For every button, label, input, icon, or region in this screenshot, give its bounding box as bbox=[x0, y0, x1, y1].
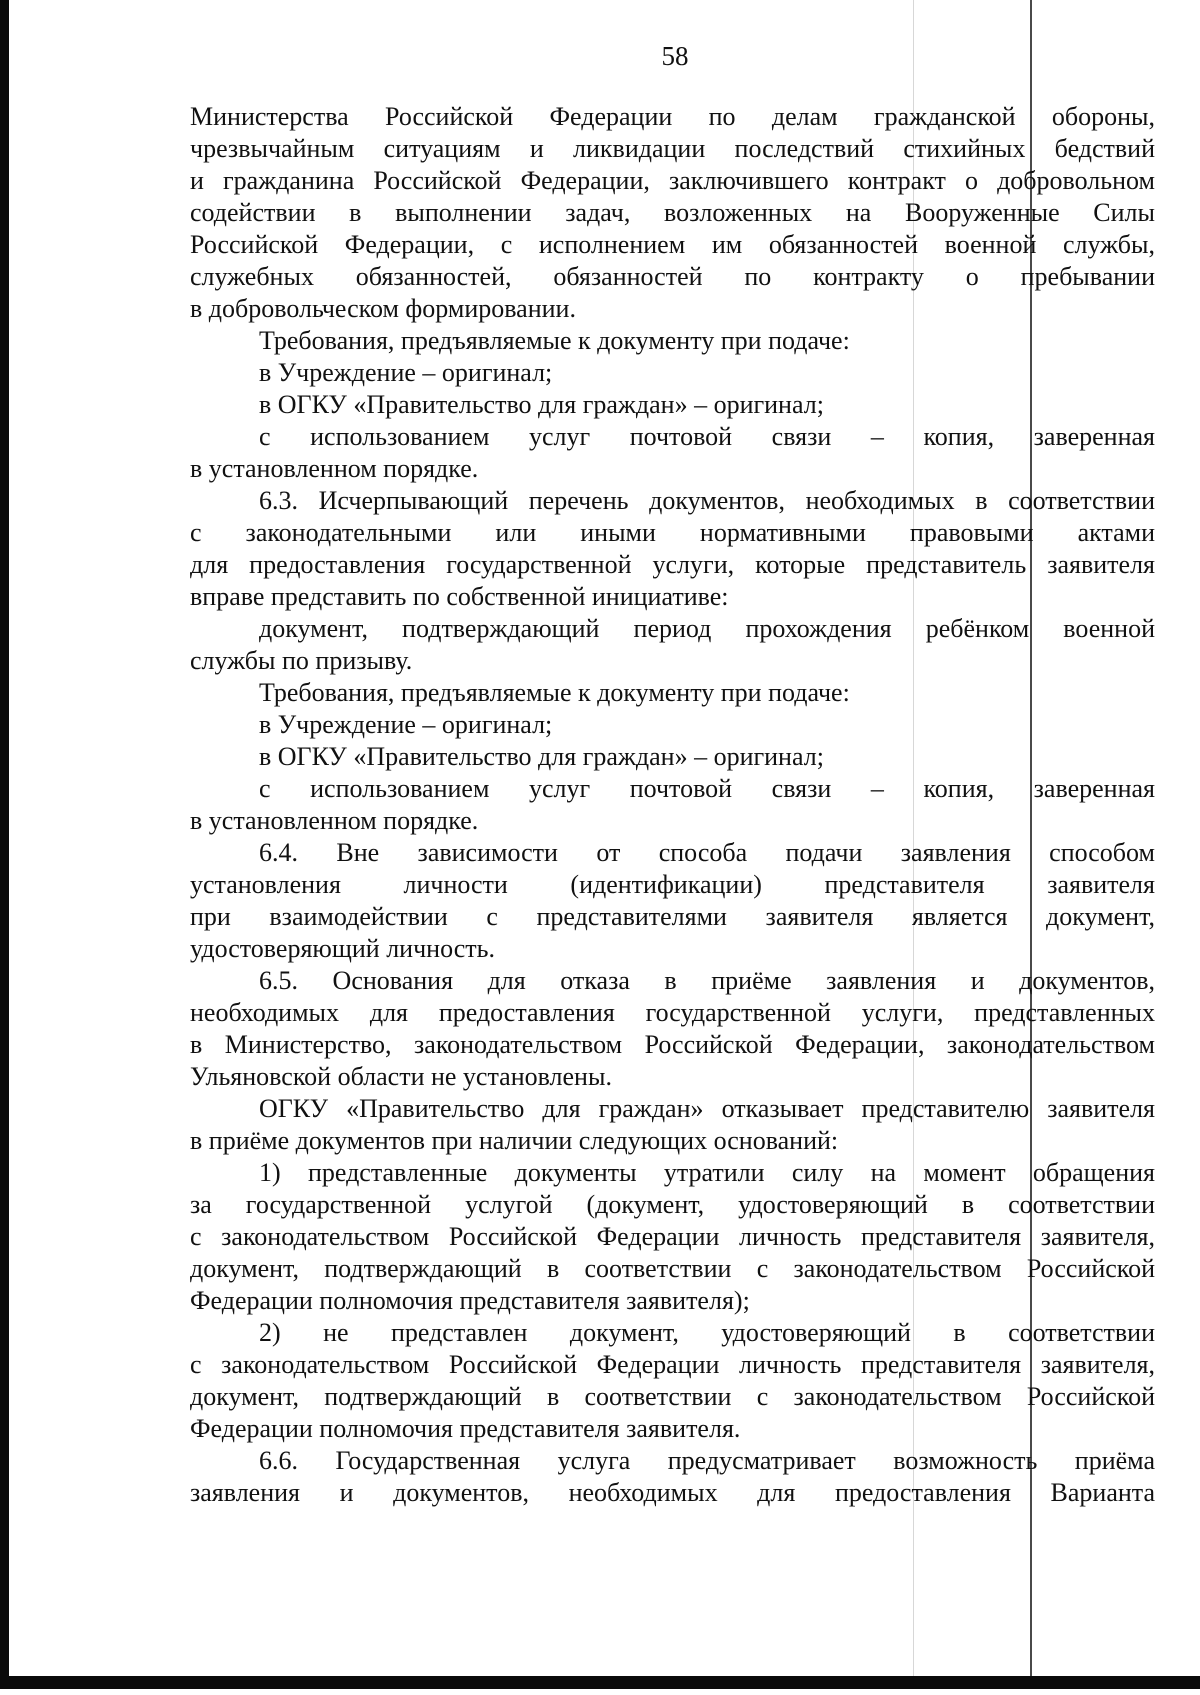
text-line: в ОГКУ «Правительство для граждан» – оригинал; bbox=[259, 390, 824, 419]
document-body bbox=[190, 101, 1155, 1509]
text-line: 6.6. Государственная услуга предусматривает возможность приёма bbox=[259, 1446, 1155, 1475]
text-line: Российской Федерации, с исполнением им обязанностей военной службы, bbox=[190, 230, 1155, 259]
text-line: 6.4. Вне зависимости от способа подачи заявления способом bbox=[259, 838, 1155, 867]
text-line: 2) не представлен документ, удостоверяющий в соответствии bbox=[259, 1318, 1155, 1347]
text-line: документ, подтверждающий период прохождения ребёнком военной bbox=[259, 614, 1155, 643]
text-line: Ульяновской области не установлены. bbox=[190, 1062, 612, 1091]
text-line: с использованием услуг почтовой связи – копия, заверенная bbox=[259, 774, 1155, 803]
scan-bottom-edge bbox=[0, 1676, 1200, 1689]
text-line: заявления и документов, необходимых для предоставления Варианта bbox=[190, 1478, 1155, 1507]
text-line: с законодательными или иными нормативными правовыми актами bbox=[190, 518, 1155, 547]
text-line: с законодательством Российской Федерации личность представителя заявителя, bbox=[190, 1350, 1155, 1379]
text-line: Министерства Российской Федерации по делам гражданской обороны, bbox=[190, 102, 1155, 131]
text-line: в Министерство, законодательством Российской Федерации, законодательством bbox=[190, 1030, 1155, 1059]
text-line: службы по призыву. bbox=[190, 646, 413, 675]
scan-left-edge bbox=[0, 0, 9, 1676]
text-line: в установленном порядке. bbox=[190, 454, 479, 483]
text-line: и гражданина Российской Федерации, заключившего контракт о добровольном bbox=[190, 166, 1155, 195]
text-line: Требования, предъявляемые к документу при подаче: bbox=[259, 326, 850, 355]
text-line: содействии в выполнении задач, возложенных на Вооруженные Силы bbox=[190, 198, 1155, 227]
text-line: 6.3. Исчерпывающий перечень документов, необходимых в соответствии bbox=[259, 486, 1155, 515]
text-line: удостоверяющий личность. bbox=[190, 934, 495, 963]
text-line: документ, подтверждающий в соответствии с законодательством Российской bbox=[190, 1382, 1155, 1411]
text-line: в приёме документов при наличии следующих оснований: bbox=[190, 1126, 839, 1155]
text-line: при взаимодействии с представителями заявителя является документ, bbox=[190, 902, 1155, 931]
text-line: в Учреждение – оригинал; bbox=[259, 358, 553, 387]
text-line: в добровольческом формировании. bbox=[190, 294, 576, 323]
text-line: с законодательством Российской Федерации личность представителя заявителя, bbox=[190, 1222, 1155, 1251]
text-line: в ОГКУ «Правительство для граждан» – оригинал; bbox=[259, 742, 824, 771]
text-line: Требования, предъявляемые к документу при подаче: bbox=[259, 678, 850, 707]
text-line: 6.5. Основания для отказа в приёме заявления и документов, bbox=[259, 966, 1155, 995]
text-line: чрезвычайным ситуациям и ликвидации последствий стихийных бедствий bbox=[190, 134, 1155, 163]
text-line: необходимых для предоставления государственной услуги, представленных bbox=[190, 998, 1155, 1027]
text-line: вправе представить по собственной инициативе: bbox=[190, 582, 729, 611]
text-line: установления личности (идентификации) представителя заявителя bbox=[190, 870, 1155, 899]
text-line: Федерации полномочия представителя заявителя. bbox=[190, 1414, 741, 1443]
text-line: 1) представленные документы утратили силу на момент обращения bbox=[259, 1158, 1155, 1187]
text-line: ОГКУ «Правительство для граждан» отказывает представителю заявителя bbox=[259, 1094, 1155, 1123]
text-line: за государственной услугой (документ, удостоверяющий в соответствии bbox=[190, 1190, 1155, 1219]
text-line: Федерации полномочия представителя заявителя); bbox=[190, 1286, 750, 1315]
text-line: для предоставления государственной услуги, которые представитель заявителя bbox=[190, 550, 1155, 579]
page-number: 58 bbox=[661, 41, 689, 71]
text-line: документ, подтверждающий в соответствии с законодательством Российской bbox=[190, 1254, 1155, 1283]
text-line: с использованием услуг почтовой связи – копия, заверенная bbox=[259, 422, 1155, 451]
text-line: служебных обязанностей, обязанностей по контракту о пребывании bbox=[190, 262, 1155, 291]
text-line: в Учреждение – оригинал; bbox=[259, 710, 553, 739]
text-line: в установленном порядке. bbox=[190, 806, 479, 835]
